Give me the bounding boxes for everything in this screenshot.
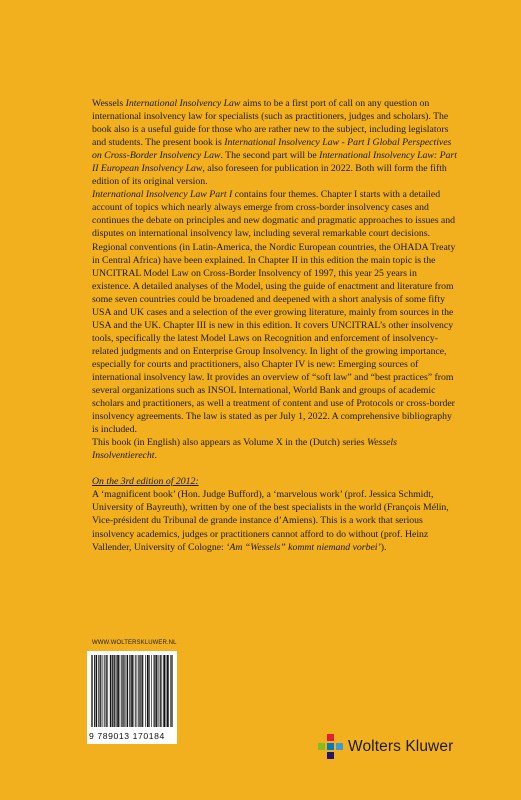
barcode-bar bbox=[126, 655, 127, 727]
blurb-series-paragraph: This book (in English) also appears as Volume X in the (Dutch) series Wessels Insolventierecht. bbox=[92, 437, 397, 462]
barcode-bar bbox=[156, 655, 157, 727]
barcode-bar bbox=[95, 655, 96, 727]
barcode-bar bbox=[107, 655, 108, 727]
reviews-paragraph: A ‘magnificent book’ (Hon. Judge Bufford), a ‘marvelous work’ (prof. Jessica Schmidt, University of Bayreuth), written by one of the best specialists in the world (François Mélin, Vice-président du Tribunal de grande instance d’Amiens). This is a work that serious insolvency academics, judges or practitioners cannot afford to do without (prof. Heinz Vallender, University of Cologne: ‘Am “Wessels” kommt niemand vorbei’). bbox=[92, 489, 449, 553]
barcode-bar bbox=[142, 655, 143, 727]
emphasis-run: ‘Am “Wessels” kommt niemand vorbei’ bbox=[226, 541, 381, 553]
barcode-bar bbox=[116, 655, 117, 727]
barcode-bar bbox=[118, 655, 119, 727]
barcode-bar bbox=[147, 655, 148, 727]
barcode-bar bbox=[127, 655, 128, 727]
barcode-bar bbox=[147, 655, 148, 727]
barcode-bar bbox=[163, 655, 164, 727]
barcode-bar bbox=[94, 655, 95, 727]
barcode-bar bbox=[149, 655, 150, 727]
barcode-bar bbox=[151, 655, 152, 727]
barcode-bar bbox=[100, 655, 101, 727]
barcode-bar bbox=[112, 655, 113, 727]
publisher-logo bbox=[318, 734, 453, 760]
publisher-name: Wolters Kluwer bbox=[348, 738, 454, 755]
barcode-bar bbox=[155, 655, 156, 727]
blurb-intro-paragraph: Wessels International Insolvency Law aims to be a first port of call on any question on international insolvency law for specialists (such as practitioners, judges and scholars). The book also is a useful guide for those who are rather new to the subject, including legislators and students. The present book is International Insolvency Law - Part I Global Perspectives on Cross-Border Insolvency Law. The second part will be International Insolvency Law: Part II European Insolvency Law, also foreseen for publication in 2022. Both will form the fifth edition of its original version. bbox=[92, 98, 457, 188]
emphasis-run: On the 3rd edition of 2012: bbox=[92, 476, 199, 488]
emphasis-run: Wessels Insolventierecht bbox=[92, 437, 397, 462]
barcode-bar bbox=[123, 655, 124, 727]
isbn-barcode bbox=[87, 651, 177, 744]
barcode-bar bbox=[96, 655, 97, 727]
barcode-bar bbox=[121, 655, 122, 727]
barcode-bar bbox=[103, 655, 104, 727]
barcode-bar bbox=[154, 655, 155, 727]
barcode-bar bbox=[139, 655, 140, 727]
barcode-bar bbox=[172, 655, 173, 727]
barcode-bar bbox=[129, 655, 130, 727]
barcode-bar bbox=[168, 655, 169, 727]
barcode-bar bbox=[145, 655, 146, 727]
logo-square-1 bbox=[318, 743, 325, 750]
emphasis-run: International Insolvency Law: Part II European Insolvency Law bbox=[92, 150, 457, 175]
barcode-bar bbox=[106, 655, 107, 727]
barcode-bar bbox=[135, 655, 136, 727]
barcode-bar bbox=[113, 655, 114, 727]
barcode-bar bbox=[170, 655, 171, 727]
barcode-bar bbox=[160, 655, 161, 727]
barcode-bar bbox=[122, 655, 123, 727]
barcode-bar bbox=[124, 655, 125, 727]
blurb bbox=[92, 97, 457, 554]
barcode-bar bbox=[168, 655, 169, 727]
emphasis-run: International Insolvency Law Part I bbox=[92, 189, 233, 201]
logo-square-4 bbox=[336, 743, 343, 750]
barcode-bar bbox=[165, 655, 166, 727]
barcode-bar bbox=[92, 655, 93, 727]
barcode-bar bbox=[98, 655, 99, 727]
barcode-bar bbox=[148, 655, 149, 727]
barcode-bar bbox=[138, 655, 139, 727]
barcode-bar bbox=[140, 655, 141, 727]
barcode-bar bbox=[130, 655, 131, 727]
barcode-bar bbox=[117, 655, 118, 727]
spacer bbox=[92, 462, 457, 475]
barcode-bar bbox=[110, 655, 111, 727]
barcode-bar bbox=[114, 655, 115, 727]
emphasis-run: International Insolvency Law bbox=[125, 98, 241, 109]
barcode-bar bbox=[132, 655, 133, 727]
logo-square-3 bbox=[327, 743, 334, 750]
barcode-bar bbox=[106, 655, 107, 727]
barcode-bars bbox=[91, 655, 173, 727]
barcode-bar bbox=[115, 655, 116, 727]
barcode-bar bbox=[110, 655, 111, 727]
blurb-themes-paragraph: International Insolvency Law Part I contains four themes. Chapter I starts with a detailed account of topics which nearly always emerge from cross-border insolvency cases and continues the debate on principles and new dogmatic and pragmatic approaches to issues and disputes on international insolvency law, including several remarkable court decisions. Regional conventions (in Latin-America, the Nordic European countries, the OHADA Treaty in Central Africa) have been explained. In Chapter II in this edition the main topic is the UNCITRAL Model Law on Cross-Border Insolvency of 1997, this year 25 years in existence. A detailed analyses of the Model, using the guide of enactment and literature from some seven countries could be broadened and deepened with a short analysis of some fifty USA and UK cases and a selection of the ever growing literature, mainly from sources in the USA and the UK. Chapter III is new in this edition. It covers UNCITRAL’s other insolvency tools, specifically the latest Model Laws on Recognition and enforcement of insolvency-related judgments and on Enterprise Group Insolvency. In light of the growing importance, especially for courts and practitioners, also Chapter IV is new: Emerging sources of international insolvency law. It provides an overview of “soft law” and “best practices” from several organizations such as INSOL International, World Bank and groups of academic scholars and practitioners, as well a treatment of content and use of Protocols or cross-border insolvency agreements. The law is stated as per July 1, 2022. A comprehensive bibliography is included. bbox=[92, 189, 456, 436]
barcode-bar bbox=[158, 655, 159, 727]
reviews-heading bbox=[92, 475, 457, 488]
barcode-bar bbox=[120, 655, 121, 727]
barcode-bar bbox=[96, 655, 97, 727]
website-url[interactable]: WWW.WOLTERSKLUWER.NL bbox=[92, 640, 177, 646]
barcode-bar bbox=[143, 655, 144, 727]
barcode-bar bbox=[161, 655, 162, 727]
barcode-bar bbox=[112, 655, 113, 727]
barcode-bar bbox=[118, 655, 119, 727]
barcode-bar bbox=[137, 655, 138, 727]
logo-square-2 bbox=[327, 734, 334, 741]
barcode-bar bbox=[134, 655, 135, 727]
barcode-bar bbox=[91, 655, 92, 727]
barcode-bar bbox=[160, 655, 161, 727]
barcode-bar bbox=[171, 655, 172, 727]
barcode-bar bbox=[132, 655, 133, 727]
barcode-bar bbox=[101, 655, 102, 727]
barcode-bar bbox=[164, 655, 165, 727]
barcode-bar bbox=[104, 655, 105, 727]
barcode-bar bbox=[100, 655, 101, 727]
barcode-bar bbox=[154, 655, 155, 727]
barcode-bar bbox=[157, 655, 158, 727]
barcode-bar bbox=[131, 655, 132, 727]
isbn-number: 9 789013 170184 bbox=[89, 731, 165, 741]
wolters-kluwer-logo-icon bbox=[318, 734, 344, 760]
barcode-bar bbox=[141, 655, 142, 727]
logo-square-5 bbox=[327, 752, 334, 759]
barcode-bar bbox=[127, 655, 128, 727]
emphasis-run: International Insolvency Law - Part I Global Perspectives on Cross-Border Insolvency Law bbox=[92, 137, 452, 162]
barcode-bar bbox=[167, 655, 168, 727]
barcode-bar bbox=[166, 655, 167, 727]
